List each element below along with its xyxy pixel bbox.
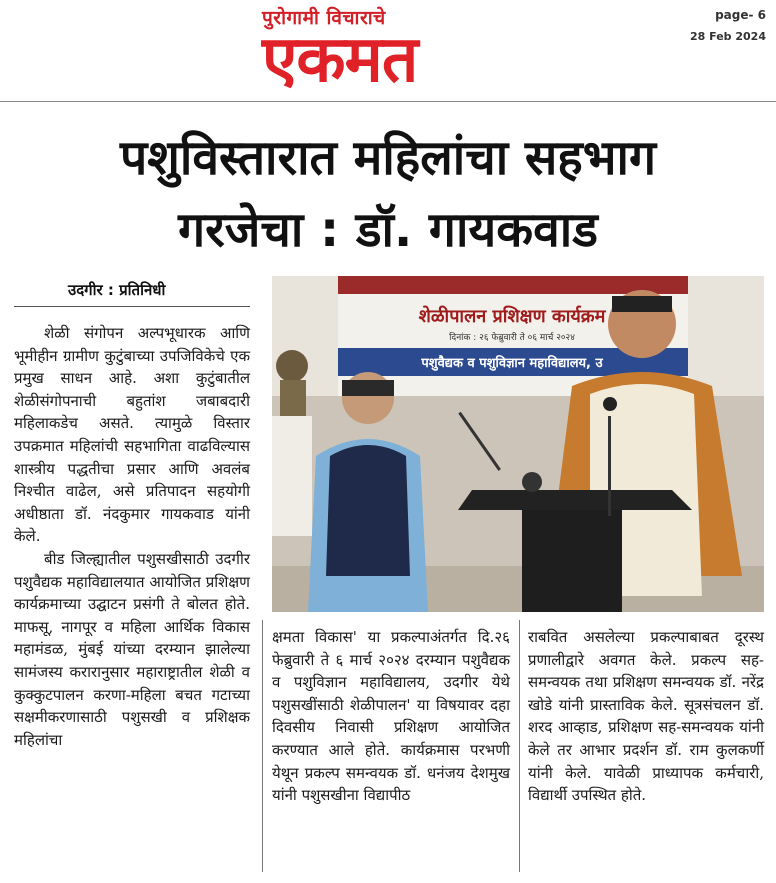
byline-divider	[14, 306, 250, 307]
article-headline	[0, 122, 776, 266]
masthead	[0, 0, 776, 100]
banner-organizer: पशुवैद्यक व पशुविज्ञान महाविद्यालय, उ	[421, 356, 603, 371]
column-3-text: राबवित असलेल्या प्रकल्पाबाबत दूरस्थ प्रणालीद्वारे अवगत केले. प्रकल्प सह-समन्वयक तथा प्रशिक्षण समन्वयक डॉ. नरेंद्र खोडे यांनी प्रास्ताविक केले. सूत्रसंचलन डॉ. शरद आव्हाड, प्रशिक्षण सह-समन्वयक यांनी केले तर आभार प्रदर्शन डॉ. राम कुलकर्णी यांनी केले. यावेळी प्राध्यापक कर्मचारी, विद्यार्थी उपस्थित होते.	[528, 628, 764, 805]
banner-date: दिनांक : २६ फेब्रुवारी ते ०६ मार्च २०२४	[449, 333, 575, 343]
masthead-divider	[0, 101, 776, 102]
article-column-3	[528, 626, 764, 807]
paragraph-1: शेळी संगोपन अल्पभूधारक आणि भूमीहीन ग्रामीण कुटुंबाच्या उपजिविकेचे एक प्रमुख साधन आहे. अशा कुटुंबातील शेळीसंगोपनाची बहुतांश जबाबदारी महिलाकडेच असते. त्यामुळे विस्तार उपक्रमात महिलांची सहभागिता वाढविल्यास शास्त्रीय पद्धतीचा प्रसार आणि अवलंब निश्चीत वाढेल, असे प्रतिपादन सहयोगी अधीष्ठाता डॉ. नंदकुमार गायकवाड यांनी केले.	[14, 324, 250, 546]
page-number: page- 6	[715, 8, 766, 22]
paragraph-2: बीड जिल्ह्यातील पशुसखीसाठी उदगीर पशुवैद्यक महाविद्यालयात आयोजित प्रशिक्षण कार्यक्रमाच्या उद्घाटन प्रसंगी ते बोलत होते. माफसू, नागपूर व महिला आर्थिक विकास महामंडळ, मुंबई यांच्या दरम्यान झालेल्या सामंजस्य करारानुसार महाराष्ट्रातील शेळी व कुक्कुटपालन करणा-महिला बचत गटाच्या सक्षमीकरणासाठी पशुसखी व प्रशिक्षक महिलांचा	[14, 549, 250, 749]
byline: उदगीर : प्रतिनिधी	[68, 281, 166, 299]
newspaper-logo: एकमत	[262, 23, 418, 97]
event-photo-illustration	[272, 276, 764, 612]
column-2-text: क्षमता विकास' या प्रकल्पाअंतर्गत दि.२६ फेब्रुवारी ते ६ मार्च २०२४ दरम्यान पशुवैद्यक व पशुविज्ञान महाविद्यालय, उदगीर येथे पशुसखींसाठी शेळीपालन' या विषयावर दहा दिवसीय निवासी प्रशिक्षण आयोजित करण्यात आले होते. कार्यक्रमास परभणी येथून प्रकल्प समन्वयक डॉ. धनंजय देशमुख यांनी पशुसखीना विद्यापीठ	[272, 628, 510, 805]
banner-title: शेळीपालन प्रशिक्षण कार्यक्रम	[418, 306, 606, 327]
column-divider-2	[519, 620, 520, 872]
event-photo	[272, 276, 764, 612]
headline-line-1: पशुविस्तारात महिलांचा सहभाग	[120, 130, 656, 186]
article-column-2	[272, 626, 510, 807]
headline-line-2: गरजेचा : डॉ. गायकवाड	[178, 202, 598, 258]
article-column-1	[14, 322, 250, 751]
column-divider-1	[262, 620, 263, 872]
masthead-tagline: पुरोगामी विचाराचे	[262, 7, 386, 29]
issue-date: 28 Feb 2024	[690, 30, 766, 43]
